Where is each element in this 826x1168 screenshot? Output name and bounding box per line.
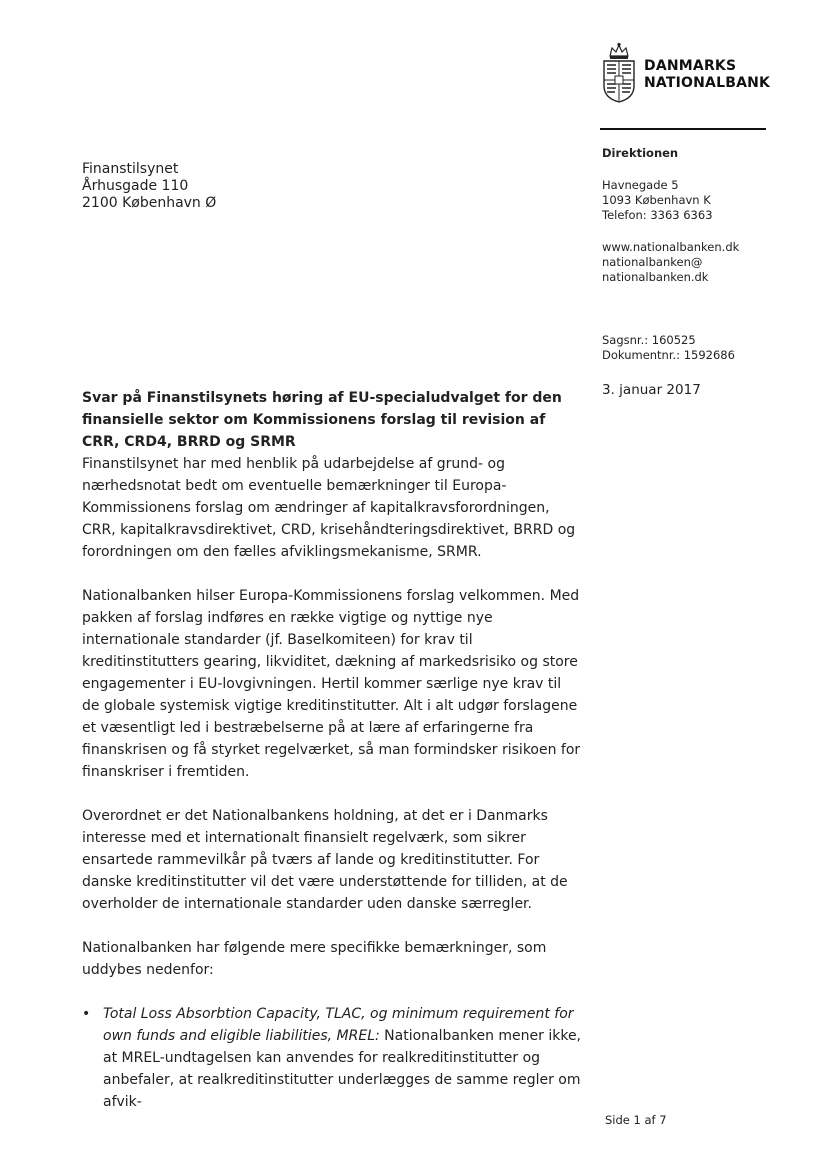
recipient-street: Århusgade 110 (82, 178, 189, 194)
paragraph: Nationalbanken hilser Europa-Kommissionens forslag velkommen. Med pakken af forslag indføres en række vigtige og nyttige nye internationale standarder (jf. Baselkomiteen) for krav til kreditinstitutters gearing, likviditet, dækning af markedsrisiko og store engagementer i EU-lovgivningen. Hertil kommer særlige nye krav til de globale systemisk vigtige kreditinstitutter. Alt i alt udgør forslagene et væsentligt led i bestræbelserne på at lære af erfaringerne fra finanskrisen og få styrket regelværket, så man formindsker risikoen for finanskriser i fremtiden. (82, 588, 581, 780)
recipient-city: 2100 København Ø (82, 195, 217, 211)
letter-date: 3. januar 2017 (602, 382, 701, 398)
email-line-1[interactable]: nationalbanken@ (602, 255, 703, 269)
paragraph: Finanstilsynet har med henblik på udarbejdelse af grund- og nærhedsnotat bedt om eventuelle bemærkninger til Europa-Kommissionens forslag om ændringer af kapitalkravsforordningen, CRR, kapitalkravsdirektivet, CRD, krisehåndteringsdirektivet, BRRD og forordningen om den fælles afviklingsmekanisme, SRMR. (82, 456, 576, 560)
logo-line-2: NATIONALBANK (644, 75, 771, 91)
recipient-name: Finanstilsynet (82, 161, 179, 177)
phone: Telefon: 3363 6363 (602, 208, 713, 222)
address-street: Havnegade 5 (602, 178, 679, 192)
bullet-icon: • (82, 1006, 91, 1022)
logo-wordmark (644, 58, 770, 92)
sender-sidebar (602, 146, 802, 399)
email-line-2[interactable]: nationalbanken.dk (602, 270, 709, 284)
bank-logo (600, 42, 772, 106)
page-number: Side 1 af 7 (605, 1113, 667, 1127)
list-item (82, 1003, 582, 1113)
recipient-address (82, 161, 216, 212)
paragraph: Nationalbanken har følgende mere specifikke bemærkninger, som uddybes nedenfor: (82, 940, 547, 978)
logo-line-1: DANMARKS (644, 58, 737, 74)
website-link[interactable]: www.nationalbanken.dk (602, 240, 740, 254)
letter-title: Svar på Finanstilsynets høring af EU-specialudvalget for den finansielle sektor om Kommissionens forslag til revision af CRR, CRD4, BRRD og SRMR (82, 390, 562, 450)
bullet-italic-heading: Total Loss Absorbtion Capacity, TLAC, og minimum requirement for own funds and eligible liabilities, MREL: (103, 1006, 574, 1044)
header-rule (600, 128, 766, 130)
remarks-list (82, 1003, 582, 1113)
department: Direktionen (602, 146, 679, 160)
bullet-text: Nationalbanken mener ikke, at MREL-undtagelsen kan anvendes for realkreditinstitutter og anbefaler, at realkreditinstitutter underlægges de samme regler om afvik- (103, 1028, 582, 1110)
address-city: 1093 København K (602, 193, 711, 207)
paragraph: Overordnet er det Nationalbankens holdning, at det er i Danmarks interesse med et internationalt finansielt regelværk, som sikrer ensartede rammevilkår på tværs af lande og kreditinstitutter. For danske kreditinstitutter vil det være understøttende for tilliden, at de overholder de internationale standarder uden danske særregler. (82, 808, 568, 912)
document-number: Dokumentnr.: 1592686 (602, 348, 735, 362)
crowned-coat-of-arms-icon (600, 42, 638, 104)
letter-body (82, 387, 582, 1113)
case-number: Sagsnr.: 160525 (602, 333, 696, 347)
